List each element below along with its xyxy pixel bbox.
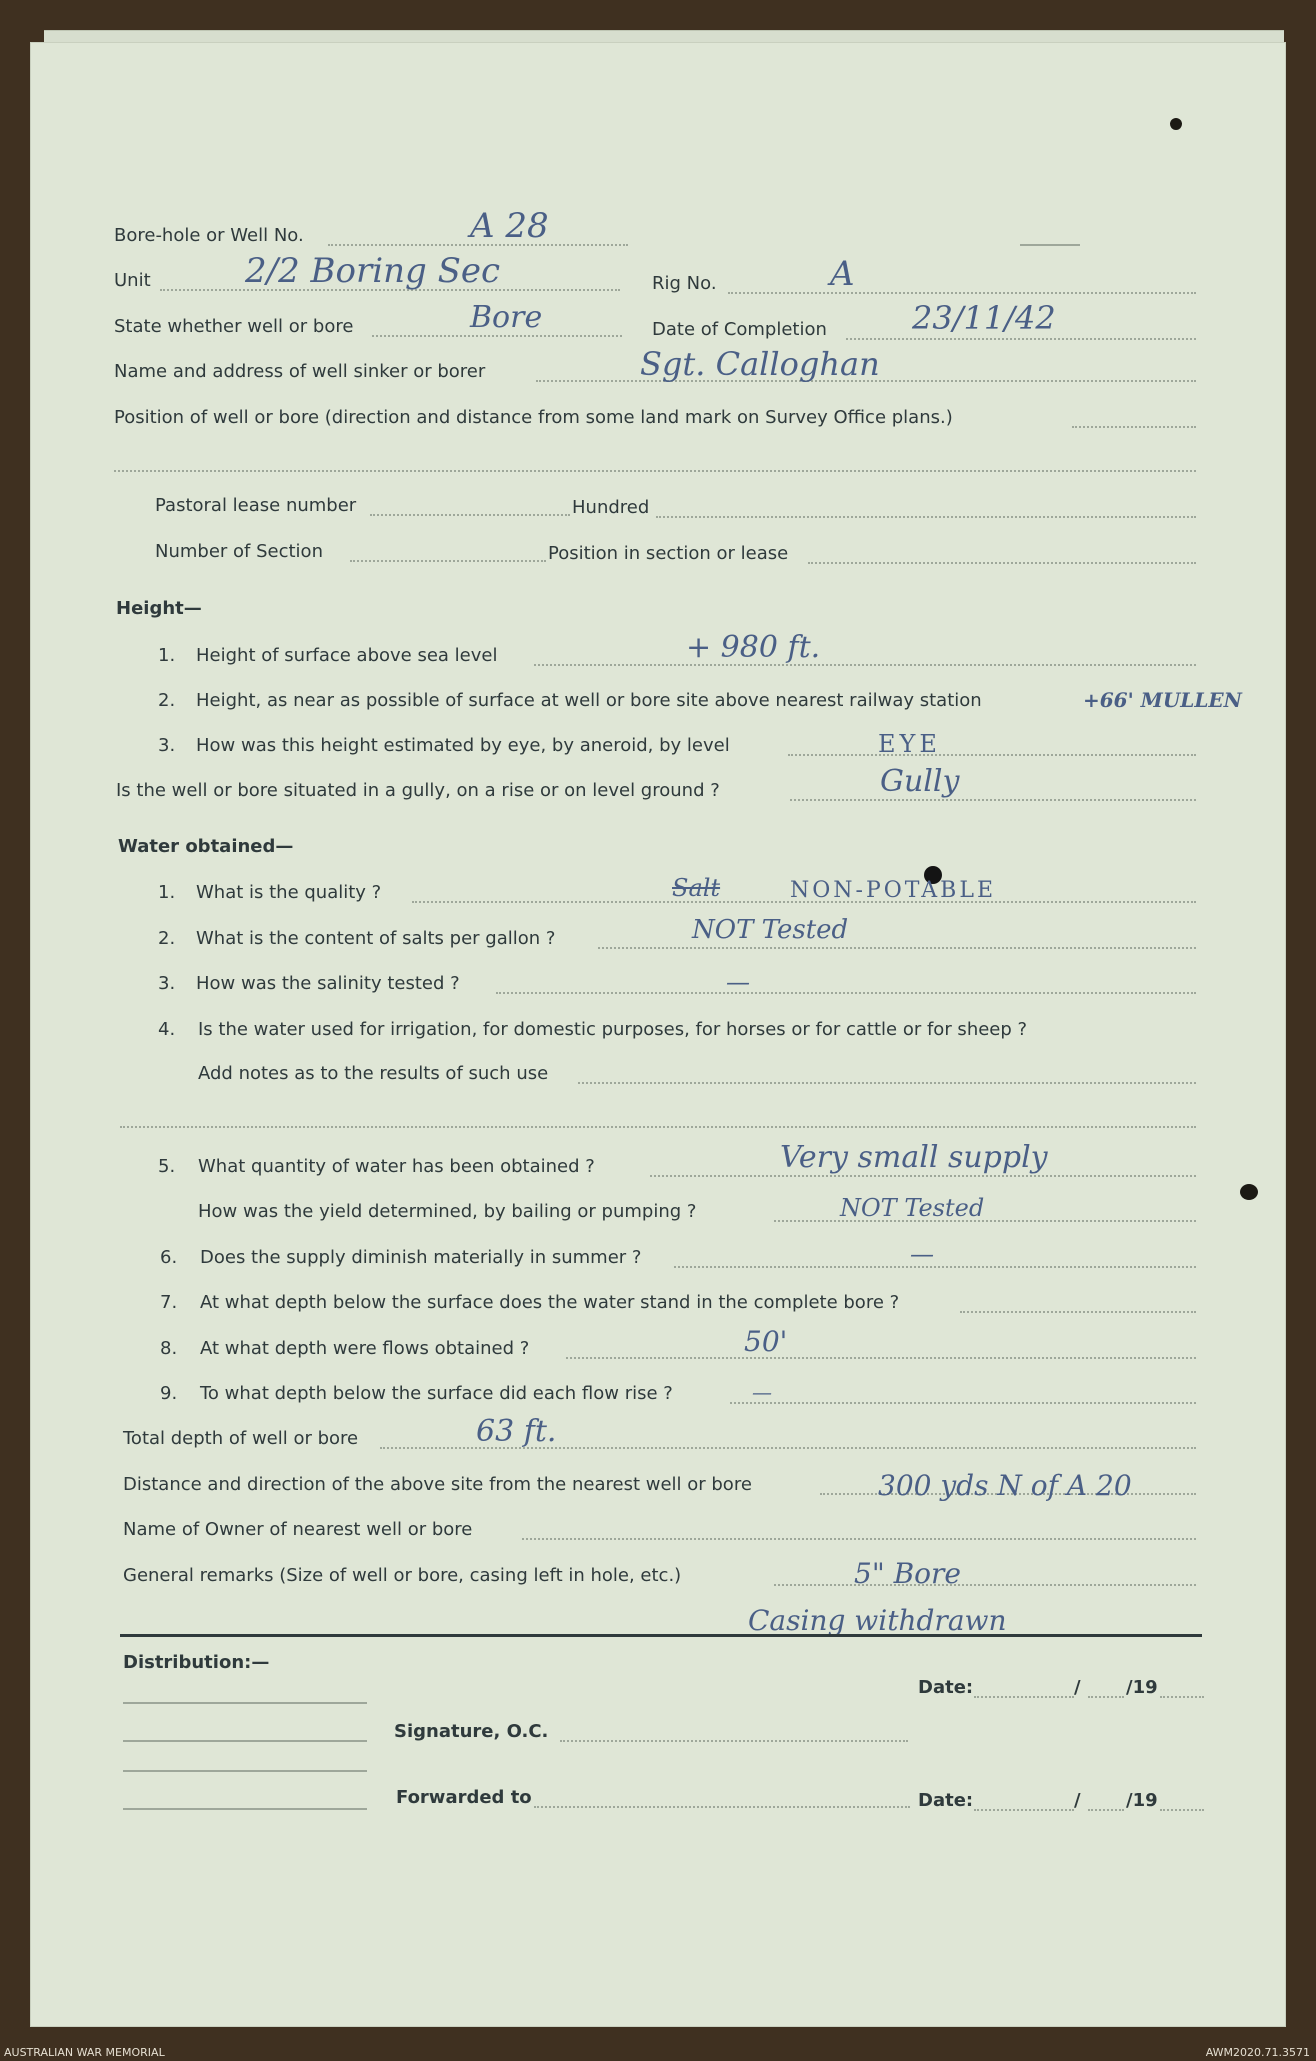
water-q3-label: How was the salinity tested ? xyxy=(196,973,460,994)
remarks-value-2: Casing withdrawn xyxy=(748,1604,1007,1637)
forwarded-line xyxy=(534,1806,910,1808)
hundred-line xyxy=(656,516,1196,518)
date2-slash: / xyxy=(1074,1790,1081,1811)
height-heading: Height— xyxy=(116,598,202,619)
water-q4-line-2 xyxy=(120,1126,1196,1128)
water-q2-line xyxy=(598,947,1196,949)
remarks-label: General remarks (Size of well or bore, casing left in hole, etc.) xyxy=(123,1565,682,1586)
height-q2-label: Height, as near as possible of surface at well or bore site above nearest railway station xyxy=(196,690,982,711)
position-section-label: Position in section or lease xyxy=(548,543,789,564)
height-q1-value: + 980 ft. xyxy=(686,630,821,665)
height-q3-num: 3. xyxy=(158,735,176,756)
water-q4-sub-line xyxy=(578,1082,1196,1084)
water-q9-line xyxy=(730,1402,1196,1404)
footer-right: AWM2020.71.3571 xyxy=(1205,2046,1310,2059)
date2-line-1 xyxy=(974,1809,1074,1811)
water-q5-sub-label: How was the yield determined, by bailing or pumping ? xyxy=(198,1201,697,1222)
water-q8-line xyxy=(566,1357,1196,1359)
date-year: /19 xyxy=(1126,1677,1158,1698)
footer-left: AUSTRALIAN WAR MEMORIAL xyxy=(4,2046,165,2059)
owner-label: Name of Owner of nearest well or bore xyxy=(123,1519,473,1540)
rig-value: A xyxy=(830,254,855,294)
section-divider xyxy=(120,1634,1202,1637)
water-q3-num: 3. xyxy=(158,973,176,994)
height-q1-line xyxy=(534,664,1196,666)
distribution-line-3 xyxy=(123,1770,367,1772)
position-label: Position of well or bore (direction and distance from some land mark on Survey Office plans.) xyxy=(114,407,953,428)
depth-label: Total depth of well or bore xyxy=(123,1428,359,1449)
rig-line xyxy=(728,292,1196,294)
completion-line xyxy=(846,338,1196,340)
water-q6-label: Does the supply diminish materially in summer ? xyxy=(200,1247,642,1268)
punch-hole-middle xyxy=(1240,1184,1258,1200)
water-q8-label: At what depth were flows obtained ? xyxy=(200,1338,530,1359)
water-q5-num: 5. xyxy=(158,1156,176,1177)
height-q3-line xyxy=(788,754,1196,756)
hundred-label: Hundred xyxy=(572,497,650,518)
position-section-line xyxy=(808,562,1196,564)
water-q3-value: — xyxy=(726,968,750,996)
punch-hole-top xyxy=(1170,118,1182,130)
state-value: Bore xyxy=(470,300,543,335)
sinker-label: Name and address of well sinker or borer xyxy=(114,361,486,382)
date2-line-3 xyxy=(1160,1809,1204,1811)
rig-label: Rig No. xyxy=(652,273,717,294)
water-q4-num: 4. xyxy=(158,1019,176,1040)
gully-value: Gully xyxy=(880,764,960,799)
height-q2-value: +66' MULLEN xyxy=(1083,688,1242,712)
remarks-value: 5" Bore xyxy=(854,1557,961,1590)
position-line-end xyxy=(1072,426,1196,428)
section-label: Number of Section xyxy=(155,541,323,562)
water-q2-label: What is the content of salts per gallon ? xyxy=(196,928,556,949)
distribution-line-1 xyxy=(123,1702,367,1704)
date2-year: /19 xyxy=(1126,1790,1158,1811)
height-q2-num: 2. xyxy=(158,690,176,711)
position-line-2 xyxy=(114,470,1196,472)
water-q4-sub-label: Add notes as to the results of such use xyxy=(198,1063,549,1084)
water-q3-line xyxy=(496,992,1196,994)
gully-label: Is the well or bore situated in a gully, on a rise or on level ground ? xyxy=(116,780,720,801)
water-q6-line xyxy=(674,1266,1196,1268)
water-q5-sub-line xyxy=(774,1220,1196,1222)
date-label: Date: xyxy=(918,1677,974,1698)
date2-label: Date: xyxy=(918,1790,974,1811)
completion-label: Date of Completion xyxy=(652,319,827,340)
water-q1-value: NON-POTABLE xyxy=(790,878,997,903)
signature-label: Signature, O.C. xyxy=(394,1721,549,1742)
forwarded-label: Forwarded to xyxy=(396,1787,532,1808)
gully-line xyxy=(790,799,1196,801)
distribution-heading: Distribution:— xyxy=(123,1652,270,1673)
water-q7-line xyxy=(960,1311,1196,1313)
remarks-line xyxy=(774,1584,1196,1586)
borehole-value: A 28 xyxy=(470,206,549,246)
water-q1-label: What is the quality ? xyxy=(196,882,382,903)
date-slash: / xyxy=(1074,1677,1081,1698)
date-line-1 xyxy=(974,1696,1074,1698)
unit-label: Unit xyxy=(114,270,151,291)
height-q1-label: Height of surface above sea level xyxy=(196,645,498,666)
pastoral-label: Pastoral lease number xyxy=(155,495,357,516)
water-q1-num: 1. xyxy=(158,882,176,903)
distance-value: 300 yds N of A 20 xyxy=(878,1469,1132,1502)
section-line xyxy=(350,560,546,562)
distribution-line-2 xyxy=(123,1740,367,1742)
water-heading: Water obtained— xyxy=(118,836,294,857)
water-q8-value: 50' xyxy=(744,1325,788,1358)
water-q8-num: 8. xyxy=(160,1338,178,1359)
water-q2-num: 2. xyxy=(158,928,176,949)
water-q5-value: Very small supply xyxy=(780,1140,1048,1175)
distance-label: Distance and direction of the above site from the nearest well or bore xyxy=(123,1474,752,1495)
state-label: State whether well or bore xyxy=(114,316,354,337)
water-q9-label: To what depth below the surface did each flow rise ? xyxy=(200,1383,673,1404)
water-q5-label: What quantity of water has been obtained ? xyxy=(198,1156,595,1177)
depth-value: 63 ft. xyxy=(476,1414,557,1449)
completion-value: 23/11/42 xyxy=(912,299,1056,337)
water-q2-value: NOT Tested xyxy=(692,915,849,945)
water-q1-struck: Salt xyxy=(672,874,721,902)
water-q7-num: 7. xyxy=(160,1292,178,1313)
water-q7-label: At what depth below the surface does the water stand in the complete bore ? xyxy=(200,1292,900,1313)
signature-line xyxy=(560,1740,908,1742)
height-q1-num: 1. xyxy=(158,645,176,666)
distribution-line-4 xyxy=(123,1808,367,1810)
water-q6-value: — xyxy=(910,1240,934,1268)
date-line-3 xyxy=(1160,1696,1204,1698)
water-q9-value: — xyxy=(752,1380,772,1404)
water-q4-label: Is the water used for irrigation, for domestic purposes, for horses or for cattle or for sheep ? xyxy=(198,1019,1028,1040)
height-q3-value: EYE xyxy=(878,730,941,758)
date2-line-2 xyxy=(1088,1809,1124,1811)
water-q9-num: 9. xyxy=(160,1383,178,1404)
owner-line xyxy=(522,1538,1196,1540)
unit-value: 2/2 Boring Sec xyxy=(245,251,501,291)
borehole-line-right xyxy=(1020,244,1080,246)
water-q6-num: 6. xyxy=(160,1247,178,1268)
sinker-value: Sgt. Calloghan xyxy=(640,345,880,383)
pastoral-line xyxy=(370,514,570,516)
height-q3-label: How was this height estimated by eye, by aneroid, by level xyxy=(196,735,730,756)
water-q5-sub-value: NOT Tested xyxy=(840,1194,985,1222)
date-line-2 xyxy=(1088,1696,1124,1698)
borehole-label: Bore-hole or Well No. xyxy=(114,225,304,246)
